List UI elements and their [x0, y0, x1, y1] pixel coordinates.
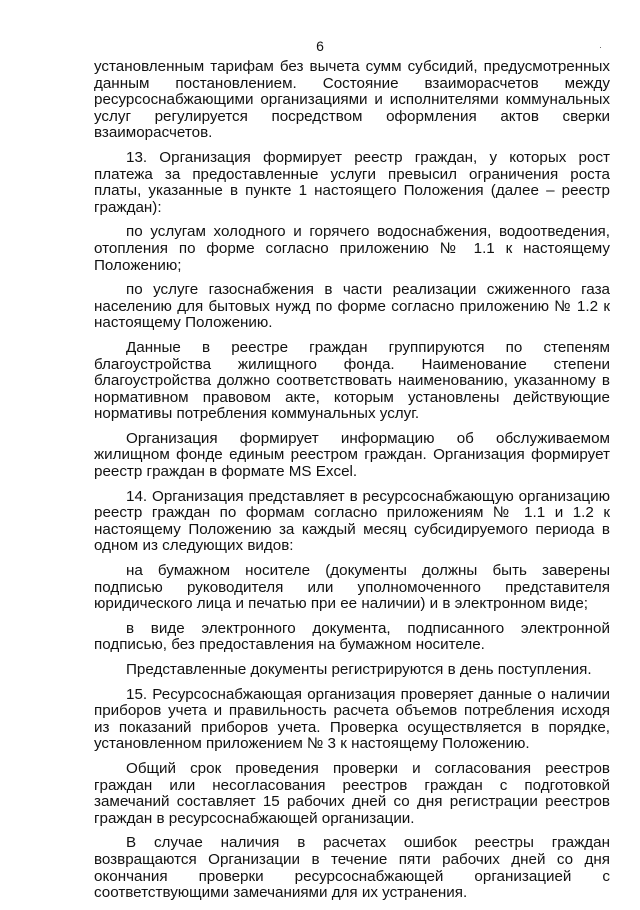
- paragraph-registration: Представленные документы регистрируются в день поступления.: [126, 661, 592, 678]
- body-text: [94, 59, 610, 910]
- stray-mark: ·: [599, 42, 602, 52]
- paragraph-excel-format: Организация формирует информацию об обслуживаемом жилищном фонде единым реестром граждан. Организация формирует реестр граждан в формате MS Excel.: [94, 429, 610, 481]
- paragraph-water-services: по услугам холодного и горячего водоснабжения, водоотведения, отопления по форме согласно приложению № 1.1 к настоящему Положению;: [94, 223, 610, 274]
- paragraph-gas-services: по услуге газоснабжения в части реализации сжиженного газа населению для бытовых нужд по форме согласно приложению № 1.2 к настоящему Положению.: [94, 281, 610, 332]
- paragraph-item-13: 13. Организация формирует реестр граждан, у которых рост платежа за предоставленные услуги превысил ограничения роста платы, указанные в пункте 1 настоящего Положения (далее – реестр граждан):: [94, 148, 610, 216]
- paragraph-continuation: установленным тарифам без вычета сумм субсидий, предусмотренных данным постановлением. Состояние взаиморасчетов между ресурсоснабжающими организациями и исполнителями коммунальных услуг регулируется посредством оформления актов сверки взаиморасчетов.: [94, 58, 610, 142]
- paragraph-item-14: 14. Организация представляет в ресурсоснабжающую организацию реестр граждан по формам согласно приложениям № 1.1 и 1.2 к настоящему Положению за каждый месяц субсидируемого периода в одном из следующих видов:: [94, 487, 610, 555]
- paragraph-electronic-form: в виде электронного документа, подписанного электронной подписью, без предоставления на бумажном носителе.: [94, 619, 610, 654]
- paragraph-grouping: Данные в реестре граждан группируются по степеням благоустройства жилищного фонда. Наименование степени благоустройства должно соответствовать наименованию, указанному в нормативном правовом акте, которым установлены действующие нормативы потребления коммунальных услуг.: [94, 338, 610, 423]
- page-number: 6: [316, 38, 324, 54]
- paragraph-errors-return: В случае наличия в расчетах ошибок реестры граждан возвращаются Организации в течение пяти рабочих дней со дня окончания проверки ресурсоснабжающей организацией с соответствующими замечаниями для их устранения.: [94, 834, 610, 902]
- paragraph-paper-form: на бумажном носителе (документы должны быть заверены подписью руководителя или уполномоченного представителя юридического лица и печатью при ее наличии) и в электронном виде;: [94, 562, 610, 613]
- paragraph-review-term: Общий срок проведения проверки и согласования реестров граждан или несогласования реестров граждан с подготовкой замечаний составляет 15 рабочих дней со дня регистрации реестров граждан в ресурсоснабжающей организации.: [94, 759, 610, 827]
- paragraph-item-15: 15. Ресурсоснабжающая организация проверяет данные о наличии приборов учета и правильность расчета объемов потребления исходя из показаний приборов учета. Проверка осуществляется в порядке, установленном приложением № 3 к настоящему Положению.: [94, 685, 610, 753]
